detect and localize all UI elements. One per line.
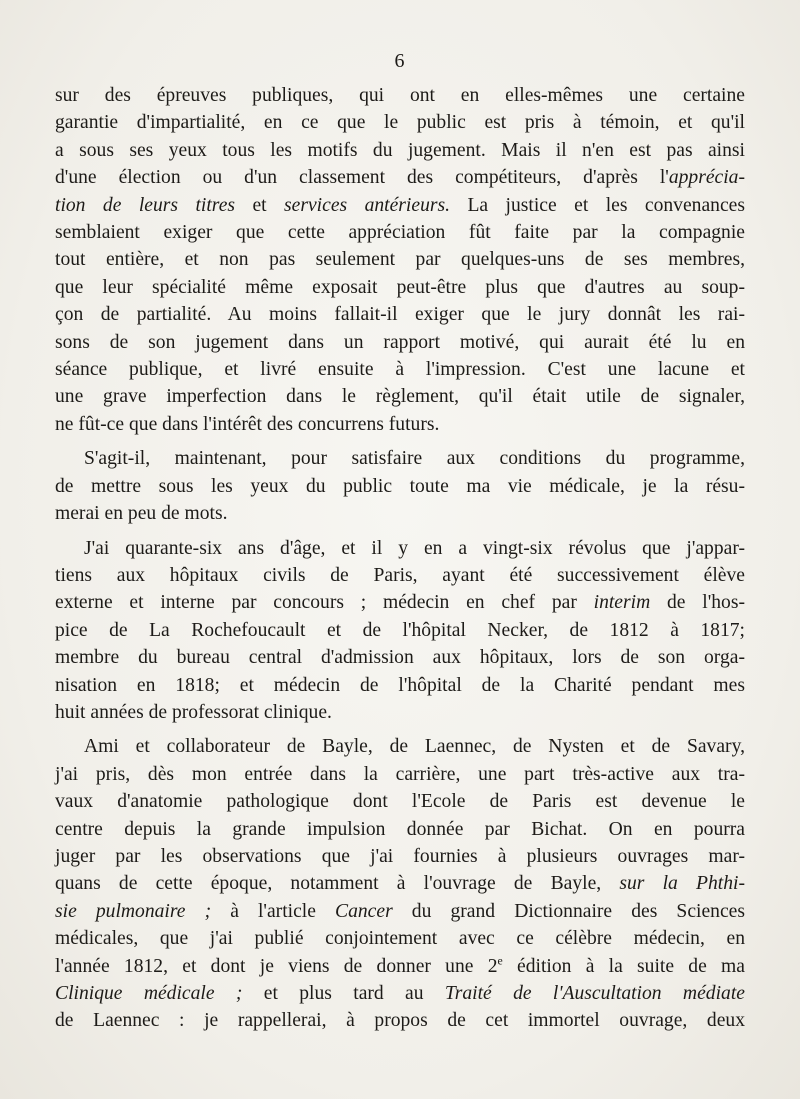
text-line: médicales, que j'ai publié conjointement avec ce célèbre médecin, en xyxy=(55,928,745,950)
text-line: de mettre sous les yeux du public toute ma vie médicale, je la résu- xyxy=(55,475,745,497)
text-line: sons de son jugement dans un rapport motivé, qui aurait été lu en xyxy=(55,331,745,353)
text-line: ne fût-ce que dans l'intérêt des concurrens futurs. xyxy=(55,413,440,435)
italic-text: services antérieurs. xyxy=(284,194,451,216)
text-line: Ami et collaborateur de Bayle, de Laennec, de Nysten et de Savary, xyxy=(84,736,745,758)
italic-text: sur la Phthi- xyxy=(619,873,745,895)
text-line xyxy=(55,192,745,219)
text-segment: l'année 1812, et dont je viens de donner une 2 xyxy=(55,955,498,977)
paragraph-1 xyxy=(55,82,745,438)
text-segment: de l'hos- xyxy=(667,592,745,614)
text-line: sur des épreuves publiques, qui ont en elles-mêmes une certaine xyxy=(55,85,745,106)
text-segment: quans de cette époque, notamment à l'ouvrage de Bayle, xyxy=(55,873,602,895)
text-segment: La justice et les convenances xyxy=(450,194,745,216)
text-line xyxy=(55,980,745,1007)
text-line: nisation en 1818; et médecin de l'hôpital de la Charité pendant mes xyxy=(55,674,745,696)
text-segment: et plus tard au xyxy=(263,983,424,1004)
italic-text: Traité de l'Auscultation médiate xyxy=(444,983,745,1004)
italic-text: Clinique médicale ; xyxy=(55,983,243,1004)
text-line: çon de partialité. Au moins fallait-il exiger que le jury donnât les rai- xyxy=(55,304,745,326)
text-line: J'ai quarante-six ans d'âge, et il y en a vingt-six révolus que j'appar- xyxy=(84,537,745,559)
italic-text: Cancer xyxy=(335,900,393,922)
paragraph-3 xyxy=(55,535,745,727)
text-line: séance publique, et livré ensuite à l'impression. C'est une lacune et xyxy=(55,359,745,381)
text-segment: d'une élection ou d'un classement des compétiteurs, d'après l' xyxy=(55,167,669,189)
text-line: semblaient exiger que cette appréciation fût faite par la compagnie xyxy=(55,222,745,244)
text-line: tout entière, et non pas seulement par quelques-uns de ses membres, xyxy=(55,249,745,271)
text-line: une grave imperfection dans le règlement, qu'il était utile de signaler, xyxy=(55,386,745,408)
text-line xyxy=(55,870,745,897)
page-number: 6 xyxy=(394,50,406,72)
italic-text: tion de leurs titres xyxy=(55,194,236,216)
text-line: a sous ses yeux tous les motifs du jugement. Mais il n'en est pas ainsi xyxy=(55,139,745,161)
text-line xyxy=(55,953,745,980)
text-line xyxy=(55,589,745,616)
text-line: S'agit-il, maintenant, pour satisfaire aux conditions du programme, xyxy=(84,448,745,470)
italic-text: sie pulmonaire ; xyxy=(55,900,212,922)
text-line: de Laennec : je rappellerai, à propos de cet immortel ouvrage, deux xyxy=(55,1010,745,1032)
body-text xyxy=(55,82,745,1035)
text-line: centre depuis la grande impulsion donnée par Bichat. On en pourra xyxy=(55,818,745,840)
text-line: membre du bureau central d'admission aux hôpitaux, lors de son orga- xyxy=(55,647,745,669)
text-line: j'ai pris, dès mon entrée dans la carrière, une part très-active aux tra- xyxy=(55,763,745,785)
text-line: vaux d'anatomie pathologique dont l'Ecole de Paris est devenue le xyxy=(55,791,745,813)
text-line: huit années de professorat clinique. xyxy=(55,701,332,723)
superscript: e xyxy=(497,954,503,968)
text-line xyxy=(55,164,745,191)
text-segment: à l'article xyxy=(230,900,316,922)
text-segment: du grand Dictionnaire des Sciences xyxy=(411,900,745,922)
text-segment: édition à la suite de ma xyxy=(517,955,745,977)
text-line xyxy=(55,898,745,925)
text-line: garantie d'impartialité, en ce que le public est pris à témoin, et qu'il xyxy=(55,112,745,134)
paragraph-2 xyxy=(55,445,745,527)
text-segment: et xyxy=(235,194,285,216)
text-line: tiens aux hôpitaux civils de Paris, ayant été successivement élève xyxy=(55,564,745,586)
text-segment: externe et interne par concours ; médecin en chef par xyxy=(55,592,577,614)
italic-text: apprécia- xyxy=(668,167,745,189)
text-line: pice de La Rochefoucault et de l'hôpital Necker, de 1812 à 1817; xyxy=(55,619,745,641)
text-line: juger par les observations que j'ai fournies à plusieurs ouvrages mar- xyxy=(55,845,745,867)
paragraph-4 xyxy=(55,733,745,1034)
text-line: que leur spécialité même exposait peut-être plus que d'autres au soup- xyxy=(55,276,745,298)
italic-text: interim xyxy=(593,592,651,614)
text-line: merai en peu de mots. xyxy=(55,503,228,525)
